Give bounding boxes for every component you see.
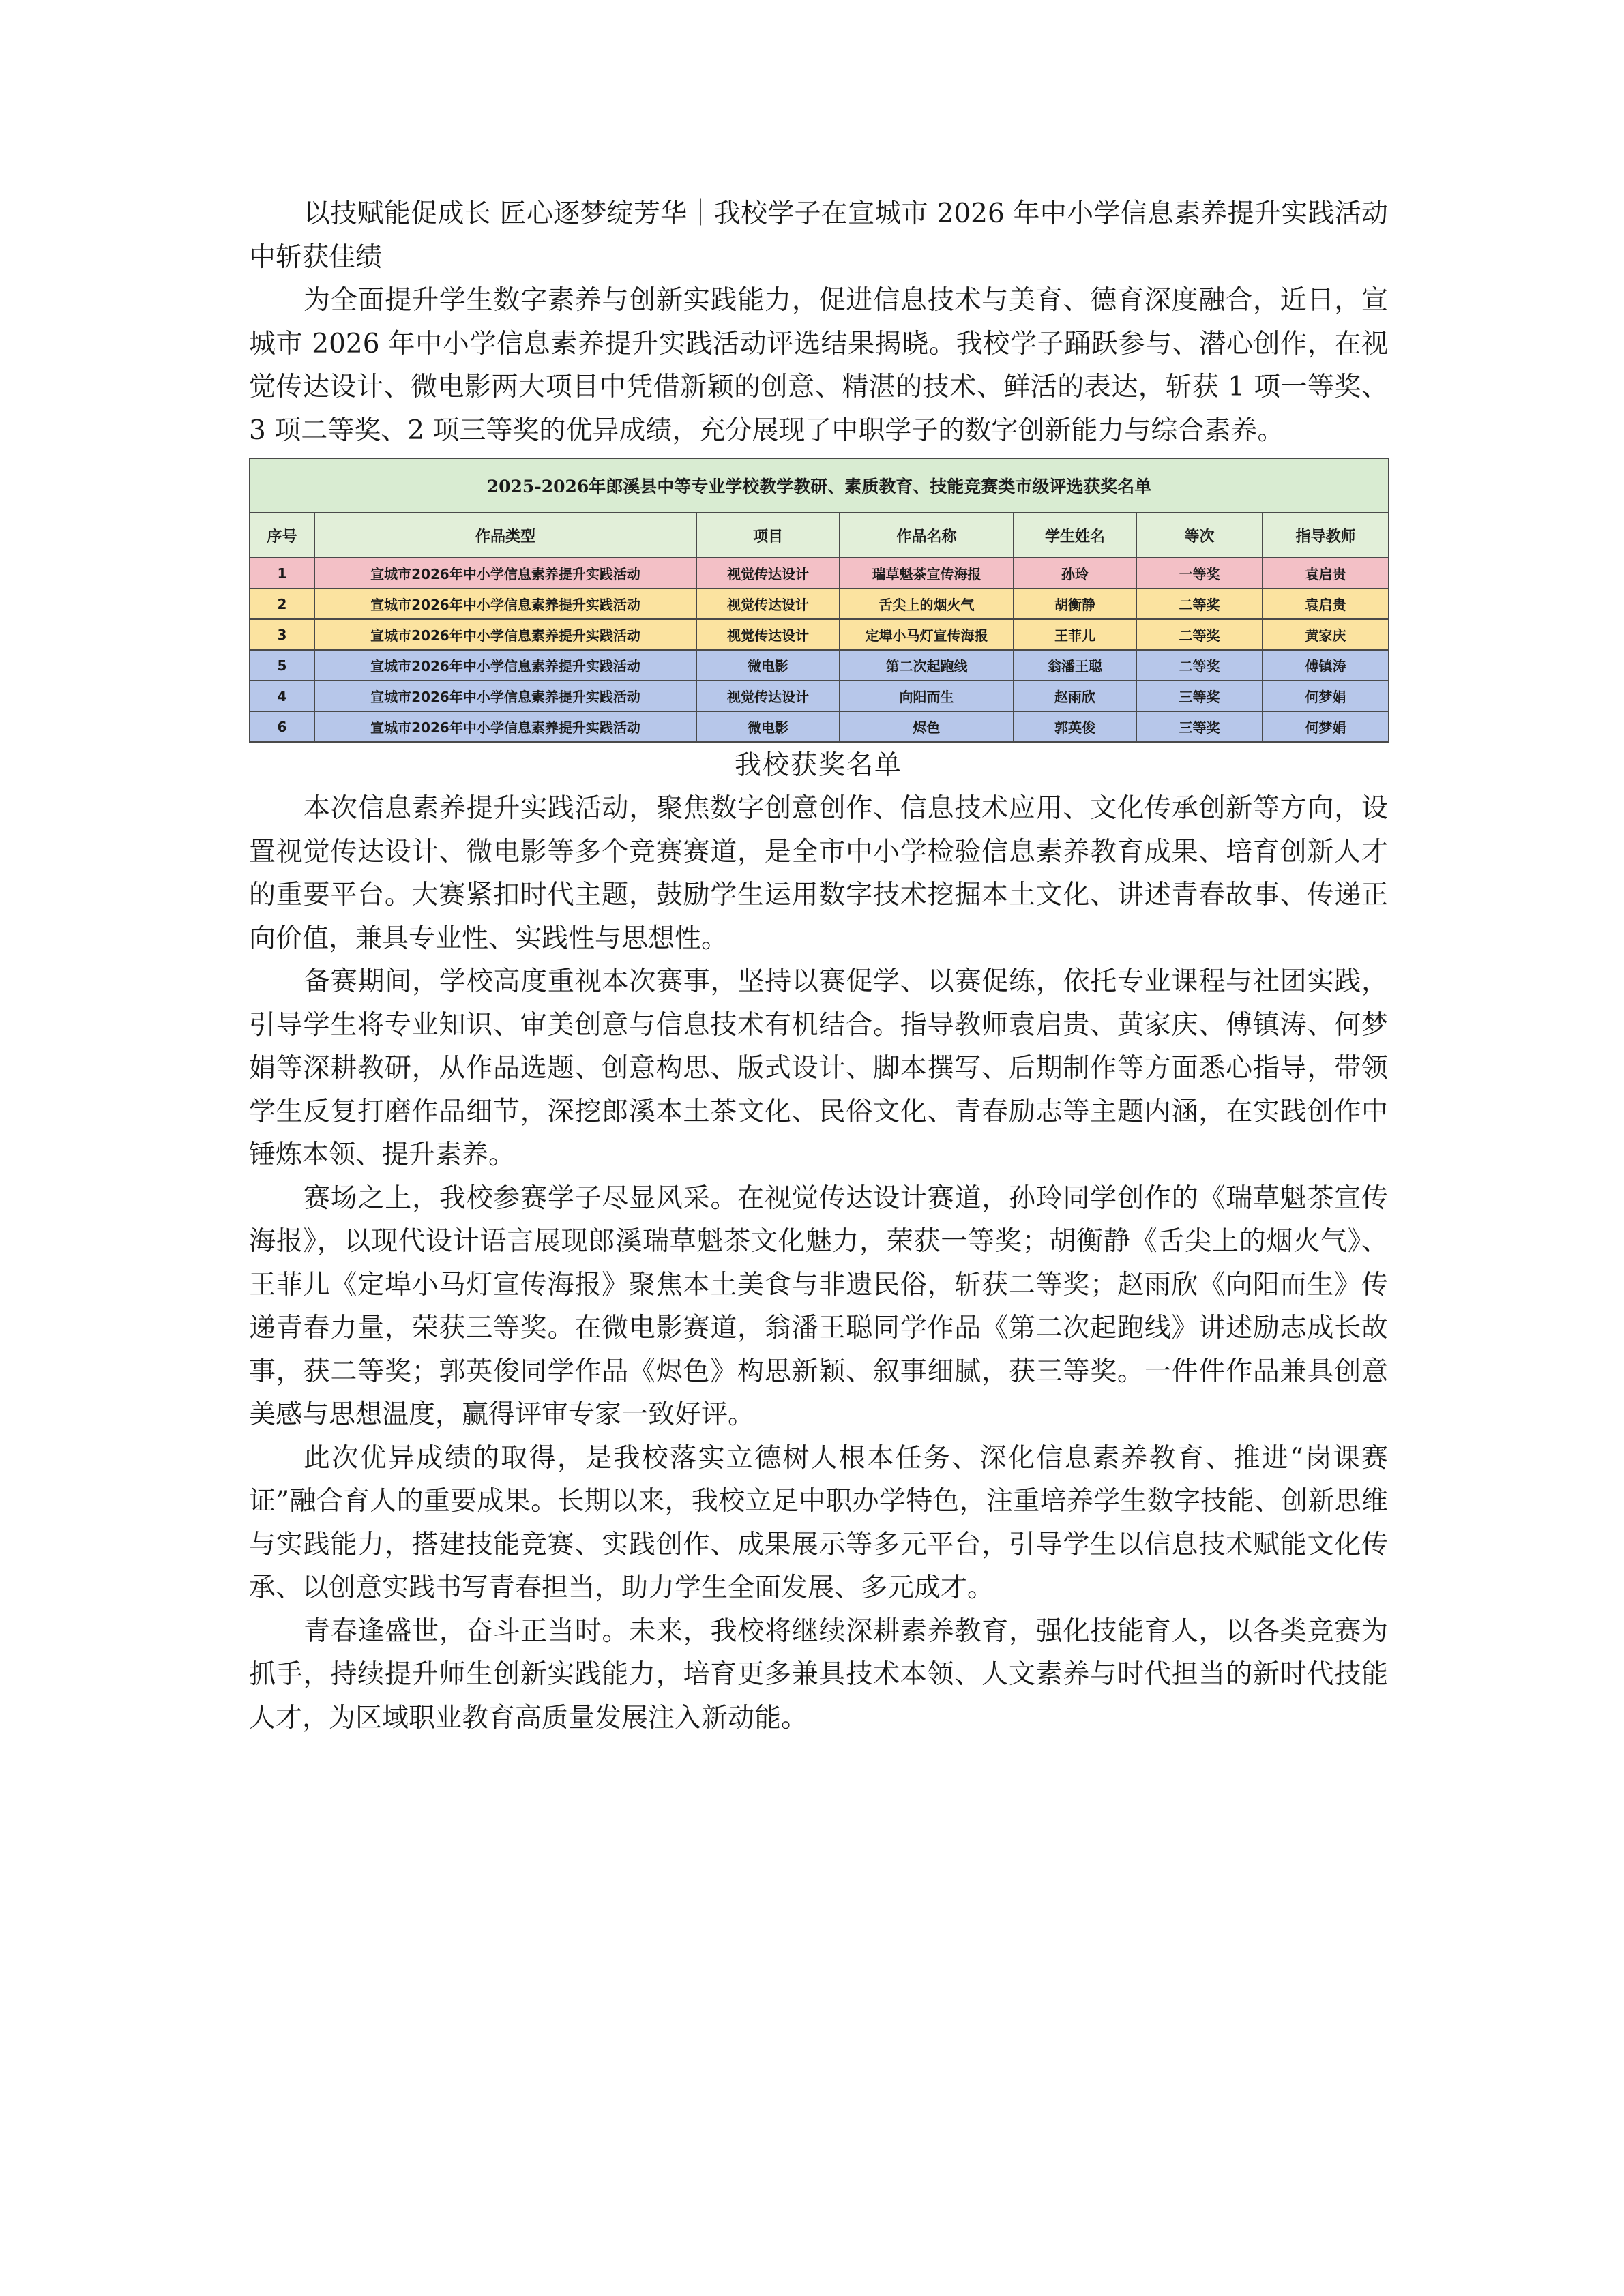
table-cell: 郭英俊	[1014, 711, 1136, 742]
award-table-figure	[249, 458, 1388, 743]
table-cell: 三等奖	[1136, 681, 1263, 711]
table-row	[250, 588, 1389, 619]
table-cell: 赵雨欣	[1014, 681, 1136, 711]
table-cell: 宣城市2026年中小学信息素养提升实践活动	[314, 588, 696, 619]
table-cell: 何梦娟	[1263, 711, 1389, 742]
article-paragraph: 赛场之上，我校参赛学子尽显风采。在视觉传达设计赛道，孙玲同学创作的《瑞草魁茶宣传海报》，以现代设计语言展现郎溪瑞草魁茶文化魅力，荣获一等奖；胡衡静《舌尖上的烟火气》、王菲儿《定埠小马灯宣传海报》聚焦本土美食与非遗民俗，斩获二等奖；赵雨欣《向阳而生》传递青春力量，荣获三等奖。在微电影赛道，翁潘王聪同学作品《第二次起跑线》讲述励志成长故事，获二等奖；郭英俊同学作品《烬色》构思新颖、叙事细腻，获三等奖。一件件作品兼具创意美感与思想温度，赢得评审专家一致好评。	[249, 1182, 1388, 1430]
table-row	[250, 650, 1389, 681]
table-row	[250, 619, 1389, 650]
table-cell: 微电影	[696, 650, 840, 681]
header-cell: 学生姓名	[1014, 513, 1136, 558]
table-cell: 二等奖	[1136, 588, 1263, 619]
table-cell: 2	[250, 588, 314, 619]
table-cell: 王菲儿	[1014, 619, 1136, 650]
article-paragraph: 此次优异成绩的取得，是我校落实立德树人根本任务、深化信息素养教育、推进“岗课赛证”融合育人的重要成果。长期以来，我校立足中职办学特色，注重培养学生数字技能、创新思维与实践能力，搭建技能竞赛、实践创作、成果展示等多元平台，引导学生以信息技术赋能文化传承、以创意实践书写青春担当，助力学生全面发展、多元成才。	[249, 1442, 1388, 1603]
table-cell: 孙玲	[1014, 558, 1136, 588]
table-cell: 5	[250, 650, 314, 681]
table-cell: 三等奖	[1136, 711, 1263, 742]
award-table	[249, 458, 1389, 743]
document-page	[249, 192, 1388, 1740]
table-row	[250, 711, 1389, 742]
award-table-header-row	[250, 513, 1389, 558]
table-cell: 傅镇涛	[1263, 650, 1389, 681]
header-cell: 指导教师	[1263, 513, 1389, 558]
header-cell: 项目	[696, 513, 840, 558]
table-cell: 1	[250, 558, 314, 588]
table-cell: 宣城市2026年中小学信息素养提升实践活动	[314, 711, 696, 742]
table-cell: 视觉传达设计	[696, 588, 840, 619]
table-cell: 第二次起跑线	[840, 650, 1014, 681]
article-intro: 为全面提升学生数字素养与创新实践能力，促进信息技术与美育、德育深度融合，近日，宣城市 2026 年中小学信息素养提升实践活动评选结果揭晓。我校学子踊跃参与、潜心创作，在视觉传达设计、微电影两大项目中凭借新颖的创意、精湛的技术、鲜活的表达，斩获 1 项一等奖、3 项二等奖、2 项三等奖的优异成绩，充分展现了中职学子的数字创新能力与综合素养。	[249, 285, 1388, 446]
header-cell: 等次	[1136, 513, 1263, 558]
table-cell: 袁启贵	[1263, 588, 1389, 619]
table-cell: 烬色	[840, 711, 1014, 742]
table-cell: 胡衡静	[1014, 588, 1136, 619]
award-table-title-row	[250, 458, 1389, 513]
table-cell: 二等奖	[1136, 650, 1263, 681]
table-cell: 4	[250, 681, 314, 711]
table-cell: 3	[250, 619, 314, 650]
article-paragraph: 备赛期间，学校高度重视本次赛事，坚持以赛促学、以赛促练，依托专业课程与社团实践，引导学生将专业知识、审美创意与信息技术有机结合。指导教师袁启贵、黄家庆、傅镇涛、何梦娟等深耕教研，从作品选题、创意构思、版式设计、脚本撰写、后期制作等方面悉心指导，带领学生反复打磨作品细节，深挖郎溪本土茶文化、民俗文化、青春励志等主题内涵，在实践创作中锤炼本领、提升素养。	[249, 966, 1388, 1170]
table-cell: 视觉传达设计	[696, 558, 840, 588]
article-title: 以技赋能促成长 匠心逐梦绽芳华｜我校学子在宣城市 2026 年中小学信息素养提升实践活动中斩获佳绩	[249, 198, 1388, 273]
table-cell: 定埠小马灯宣传海报	[840, 619, 1014, 650]
table-cell: 向阳而生	[840, 681, 1014, 711]
table-cell: 视觉传达设计	[696, 619, 840, 650]
table-cell: 宣城市2026年中小学信息素养提升实践活动	[314, 619, 696, 650]
table-caption: 我校获奖名单	[734, 750, 902, 781]
table-cell: 何梦娟	[1263, 681, 1389, 711]
header-cell: 序号	[250, 513, 314, 558]
table-cell: 6	[250, 711, 314, 742]
table-cell: 宣城市2026年中小学信息素养提升实践活动	[314, 650, 696, 681]
table-cell: 宣城市2026年中小学信息素养提升实践活动	[314, 558, 696, 588]
table-cell: 微电影	[696, 711, 840, 742]
table-row	[250, 558, 1389, 588]
header-cell: 作品类型	[314, 513, 696, 558]
table-row	[250, 681, 1389, 711]
table-cell: 黄家庆	[1263, 619, 1389, 650]
table-cell: 宣城市2026年中小学信息素养提升实践活动	[314, 681, 696, 711]
table-cell: 翁潘王聪	[1014, 650, 1136, 681]
table-cell: 一等奖	[1136, 558, 1263, 588]
table-cell: 舌尖上的烟火气	[840, 588, 1014, 619]
header-cell: 作品名称	[840, 513, 1014, 558]
award-table-title: 2025-2026年郎溪县中等专业学校教学教研、素质教育、技能竞赛类市级评选获奖名单	[250, 458, 1389, 513]
table-cell: 二等奖	[1136, 619, 1263, 650]
article-paragraph: 青春逢盛世，奋斗正当时。未来，我校将继续深耕素养教育，强化技能育人，以各类竞赛为抓手，持续提升师生创新实践能力，培育更多兼具技术本领、人文素养与时代担当的新时代技能人才，为区域职业教育高质量发展注入新动能。	[249, 1615, 1388, 1733]
table-cell: 视觉传达设计	[696, 681, 840, 711]
table-cell: 瑞草魁茶宣传海报	[840, 558, 1014, 588]
article-paragraph: 本次信息素养提升实践活动，聚焦数字创意创作、信息技术应用、文化传承创新等方向，设置视觉传达设计、微电影等多个竞赛赛道，是全市中小学检验信息素养教育成果、培育创新人才的重要平台。大赛紧扣时代主题，鼓励学生运用数字技术挖掘本土文化、讲述青春故事、传递正向价值，兼具专业性、实践性与思想性。	[249, 793, 1388, 954]
table-cell: 袁启贵	[1263, 558, 1389, 588]
